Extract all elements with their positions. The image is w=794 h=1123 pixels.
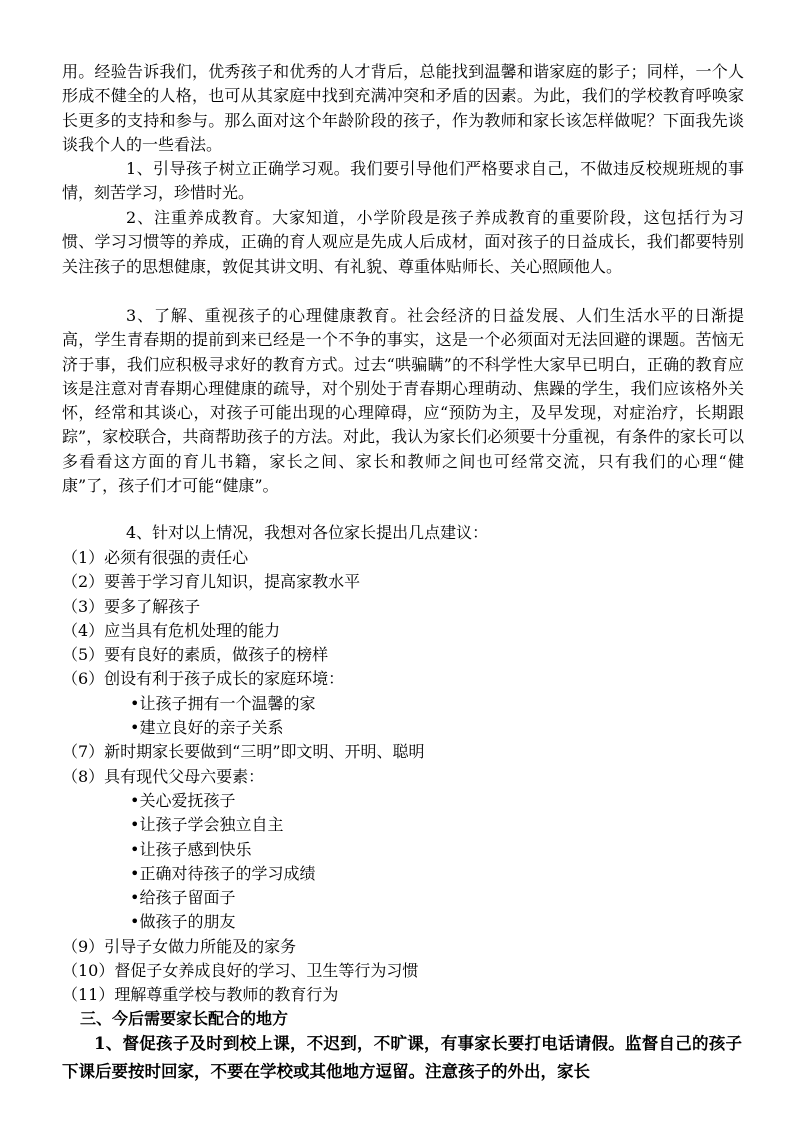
bullet-item: •让孩子感到快乐 [130, 839, 252, 859]
bullet-item: •给孩子留面子 [130, 888, 236, 908]
paragraph-point-3: 3、了解、重视孩子的心理健康教育。社会经济的日益发展、人们生活水平的日渐提高，学生青春期的提前到来已经是一个不争的事实，这是一个必须面对无法回避的课题。苦恼无济于事，我们应积极寻求好的教育方式。过去“哄骗瞒”的不科学性大家早已明白，正确的教育应该是注意对青春期心理健康的疏导，对个别处于青春期心理萌动、焦躁的学生，我们应该格外关怀，经常和其谈心，对孩子可能出现的心理障碍，应“预防为主，及早发现，对症治疗，长期跟踪”，家校联合，共商帮助孩子的方法。对此，我认为家长们必须要十分重视，有条件的家长可以多看看这方面的育儿书籍，家长之间、家长和教师之间也可经常交流，只有我们的心理“健康”了，孩子们才可能“健康”。 [62, 306, 744, 496]
bullet-item: •让孩子学会独立自主 [130, 815, 284, 835]
list-item: （11）理解尊重学校与教师的教育行为 [62, 985, 339, 1005]
list-item: （10）督促子女养成良好的学习、卫生等行为习惯 [62, 961, 419, 981]
list-item: （8）具有现代父母六要素： [62, 766, 265, 786]
bullet-item: •关心爱抚孩子 [130, 790, 236, 810]
section-heading: 三、今后需要家长配合的地方 [80, 1009, 289, 1028]
list-item: （9）引导子女做力所能及的家务 [62, 936, 297, 956]
suggestion-list [62, 546, 744, 1008]
bullet-item: •做孩子的朋友 [130, 912, 236, 932]
list-item: （1）必须有很强的责任心 [62, 548, 249, 567]
bullet-item: •正确对待孩子的学习成绩 [130, 863, 316, 883]
paragraph-point-4: 4、针对以上情况，我想对各位家长提出几点建议： [126, 523, 489, 542]
list-item: （6）创设有利于孩子成长的家庭环境： [62, 669, 345, 689]
list-item: （3）要多了解孩子 [62, 596, 201, 616]
bullet-item: •建立良好的亲子关系 [130, 718, 284, 738]
list-item: （7）新时期家长要做到“三明”即文明、开明、聪明 [62, 742, 425, 762]
list-item: （2）要善于学习育儿知识，提高家教水平 [62, 572, 361, 592]
paragraph-point-2: 2、注重养成教育。大家知道，小学阶段是孩子养成教育的重要阶段，这包括行为习惯、学习习惯等的养成，正确的育人观应是先成人后成材，面对孩子的日益成长，我们都要特别关注孩子的思想健康，敦促其讲文明、有礼貌、尊重体贴师长、关心照顾他人。 [62, 208, 744, 276]
paragraph-intro: 用。经验告诉我们，优秀孩子和优秀的人才背后，总能找到温馨和谐家庭的影子；同样，一个人形成不健全的人格，也可从其家庭中找到充满冲突和矛盾的因素。为此，我们的学校教育呼唤家长更多的支持和参与。那么面对这个年龄阶段的孩子，作为教师和家长该怎样做呢？下面我先谈谈我个人的一些看法。 [62, 62, 744, 154]
list-item: （5）要有良好的素质，做孩子的榜样 [62, 645, 329, 665]
paragraph-point-1: 1、引导孩子树立正确学习观。我们要引导他们严格要求自己，不做违反校规班规的事情，刻苦学习，珍惜时光。 [62, 159, 744, 203]
list-item: （4）应当具有危机处理的能力 [62, 620, 281, 640]
section-paragraph-1: 1、督促孩子及时到校上课，不迟到，不旷课，有事家长要打电话请假。监督自己的孩子下课后要按时回家，不要在学校或其他地方逗留。注意孩子的外出，家长 [62, 1034, 742, 1081]
bullet-item: •让孩子拥有一个温馨的家 [130, 693, 316, 713]
